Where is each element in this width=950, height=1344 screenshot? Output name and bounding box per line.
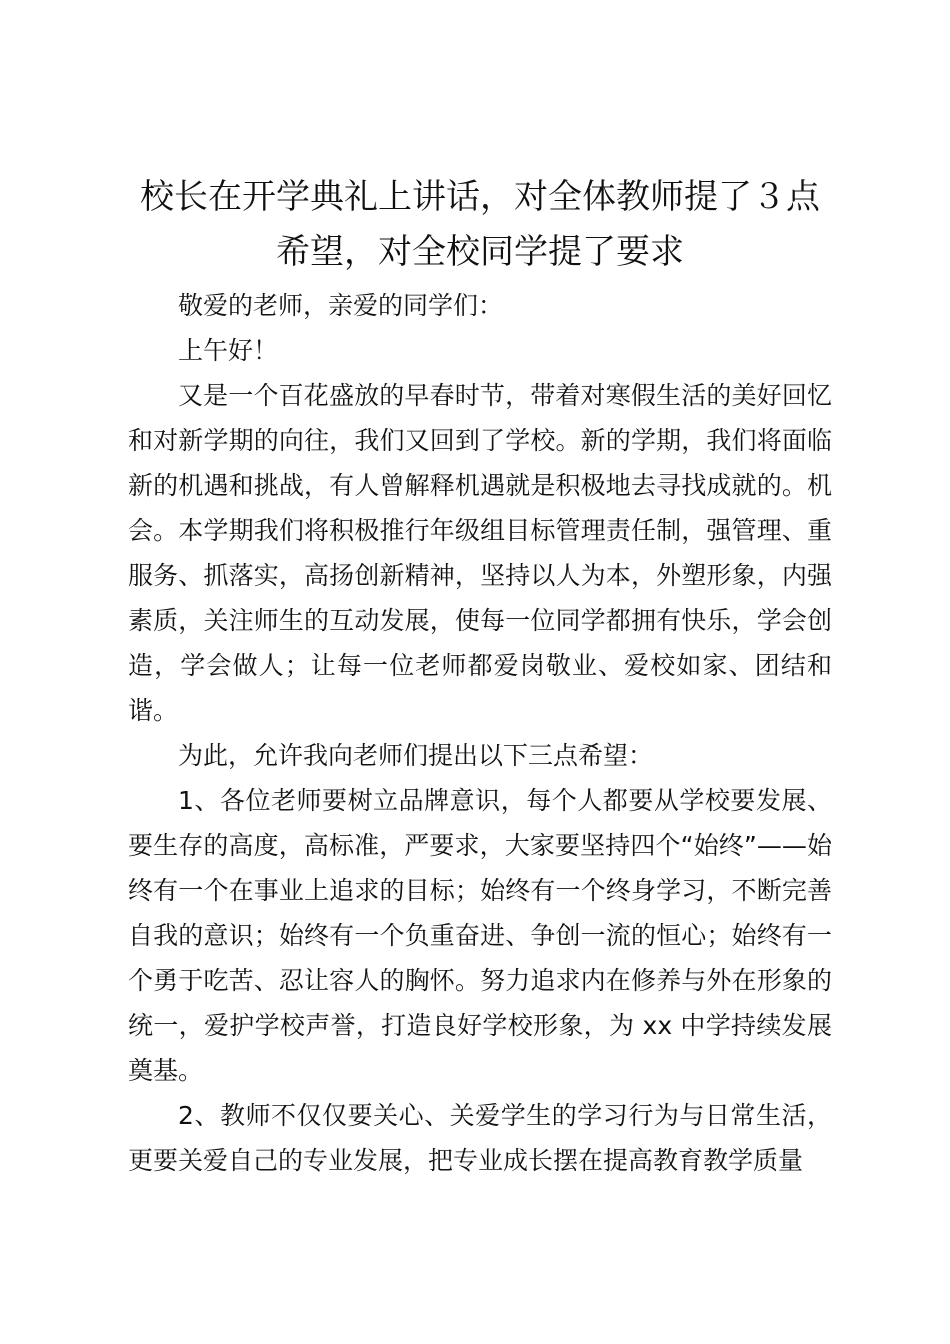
document-content [128, 170, 832, 1183]
intro-paragraph: 又是一个百花盛放的早春时节，带着对寒假生活的美好回忆和对新学期的向往，我们又回到了学校。新的学期，我们将面临新的机遇和挑战，有人曾解释机遇就是积极地去寻找成就的。机会。本学期我们将积极推行年级组目标管理责任制，强管理、重服务、抓落实，高扬创新精神，坚持以人为本，外塑形象，内强素质，关注师生的互动发展，使每一位同学都拥有快乐，学会创造，学会做人；让每一位老师都爱岗敬业、爱校如家、团结和谐。 [128, 381, 832, 725]
hopes-lead-paragraph: 为此，允许我向老师们提出以下三点希望： [178, 741, 654, 770]
document-title: 校长在开学典礼上讲话，对全体教师提了３点希望，对全校同学提了要求 [140, 177, 820, 272]
salutation-paragraph: 上午好！ [178, 336, 279, 365]
greeting-paragraph: 敬爱的老师，亲爱的同学们： [178, 291, 504, 320]
document-body [128, 283, 832, 1183]
hope-two-paragraph: 2、教师不仅仅要关心、关爱学生的学习行为与日常生活，更要关爱自己的专业发展，把专业成长摆在提高教育教学质量 [128, 1101, 832, 1175]
hope-one-paragraph: 1、各位老师要树立品牌意识，每个人都要从学校要发展、要生存的高度，高标准，严要求，大家要坚持四个“始终”——始终有一个在事业上追求的目标；始终有一个终身学习，不断完善自我的意识；始终有一个负重奋进、争创一流的恒心；始终有一个勇于吃苦、忍让容人的胸怀。努力追求内在修养与外在形象的统一，爱护学校声誉，打造良好学校形象，为 xx 中学持续发展奠基。 [128, 786, 832, 1085]
